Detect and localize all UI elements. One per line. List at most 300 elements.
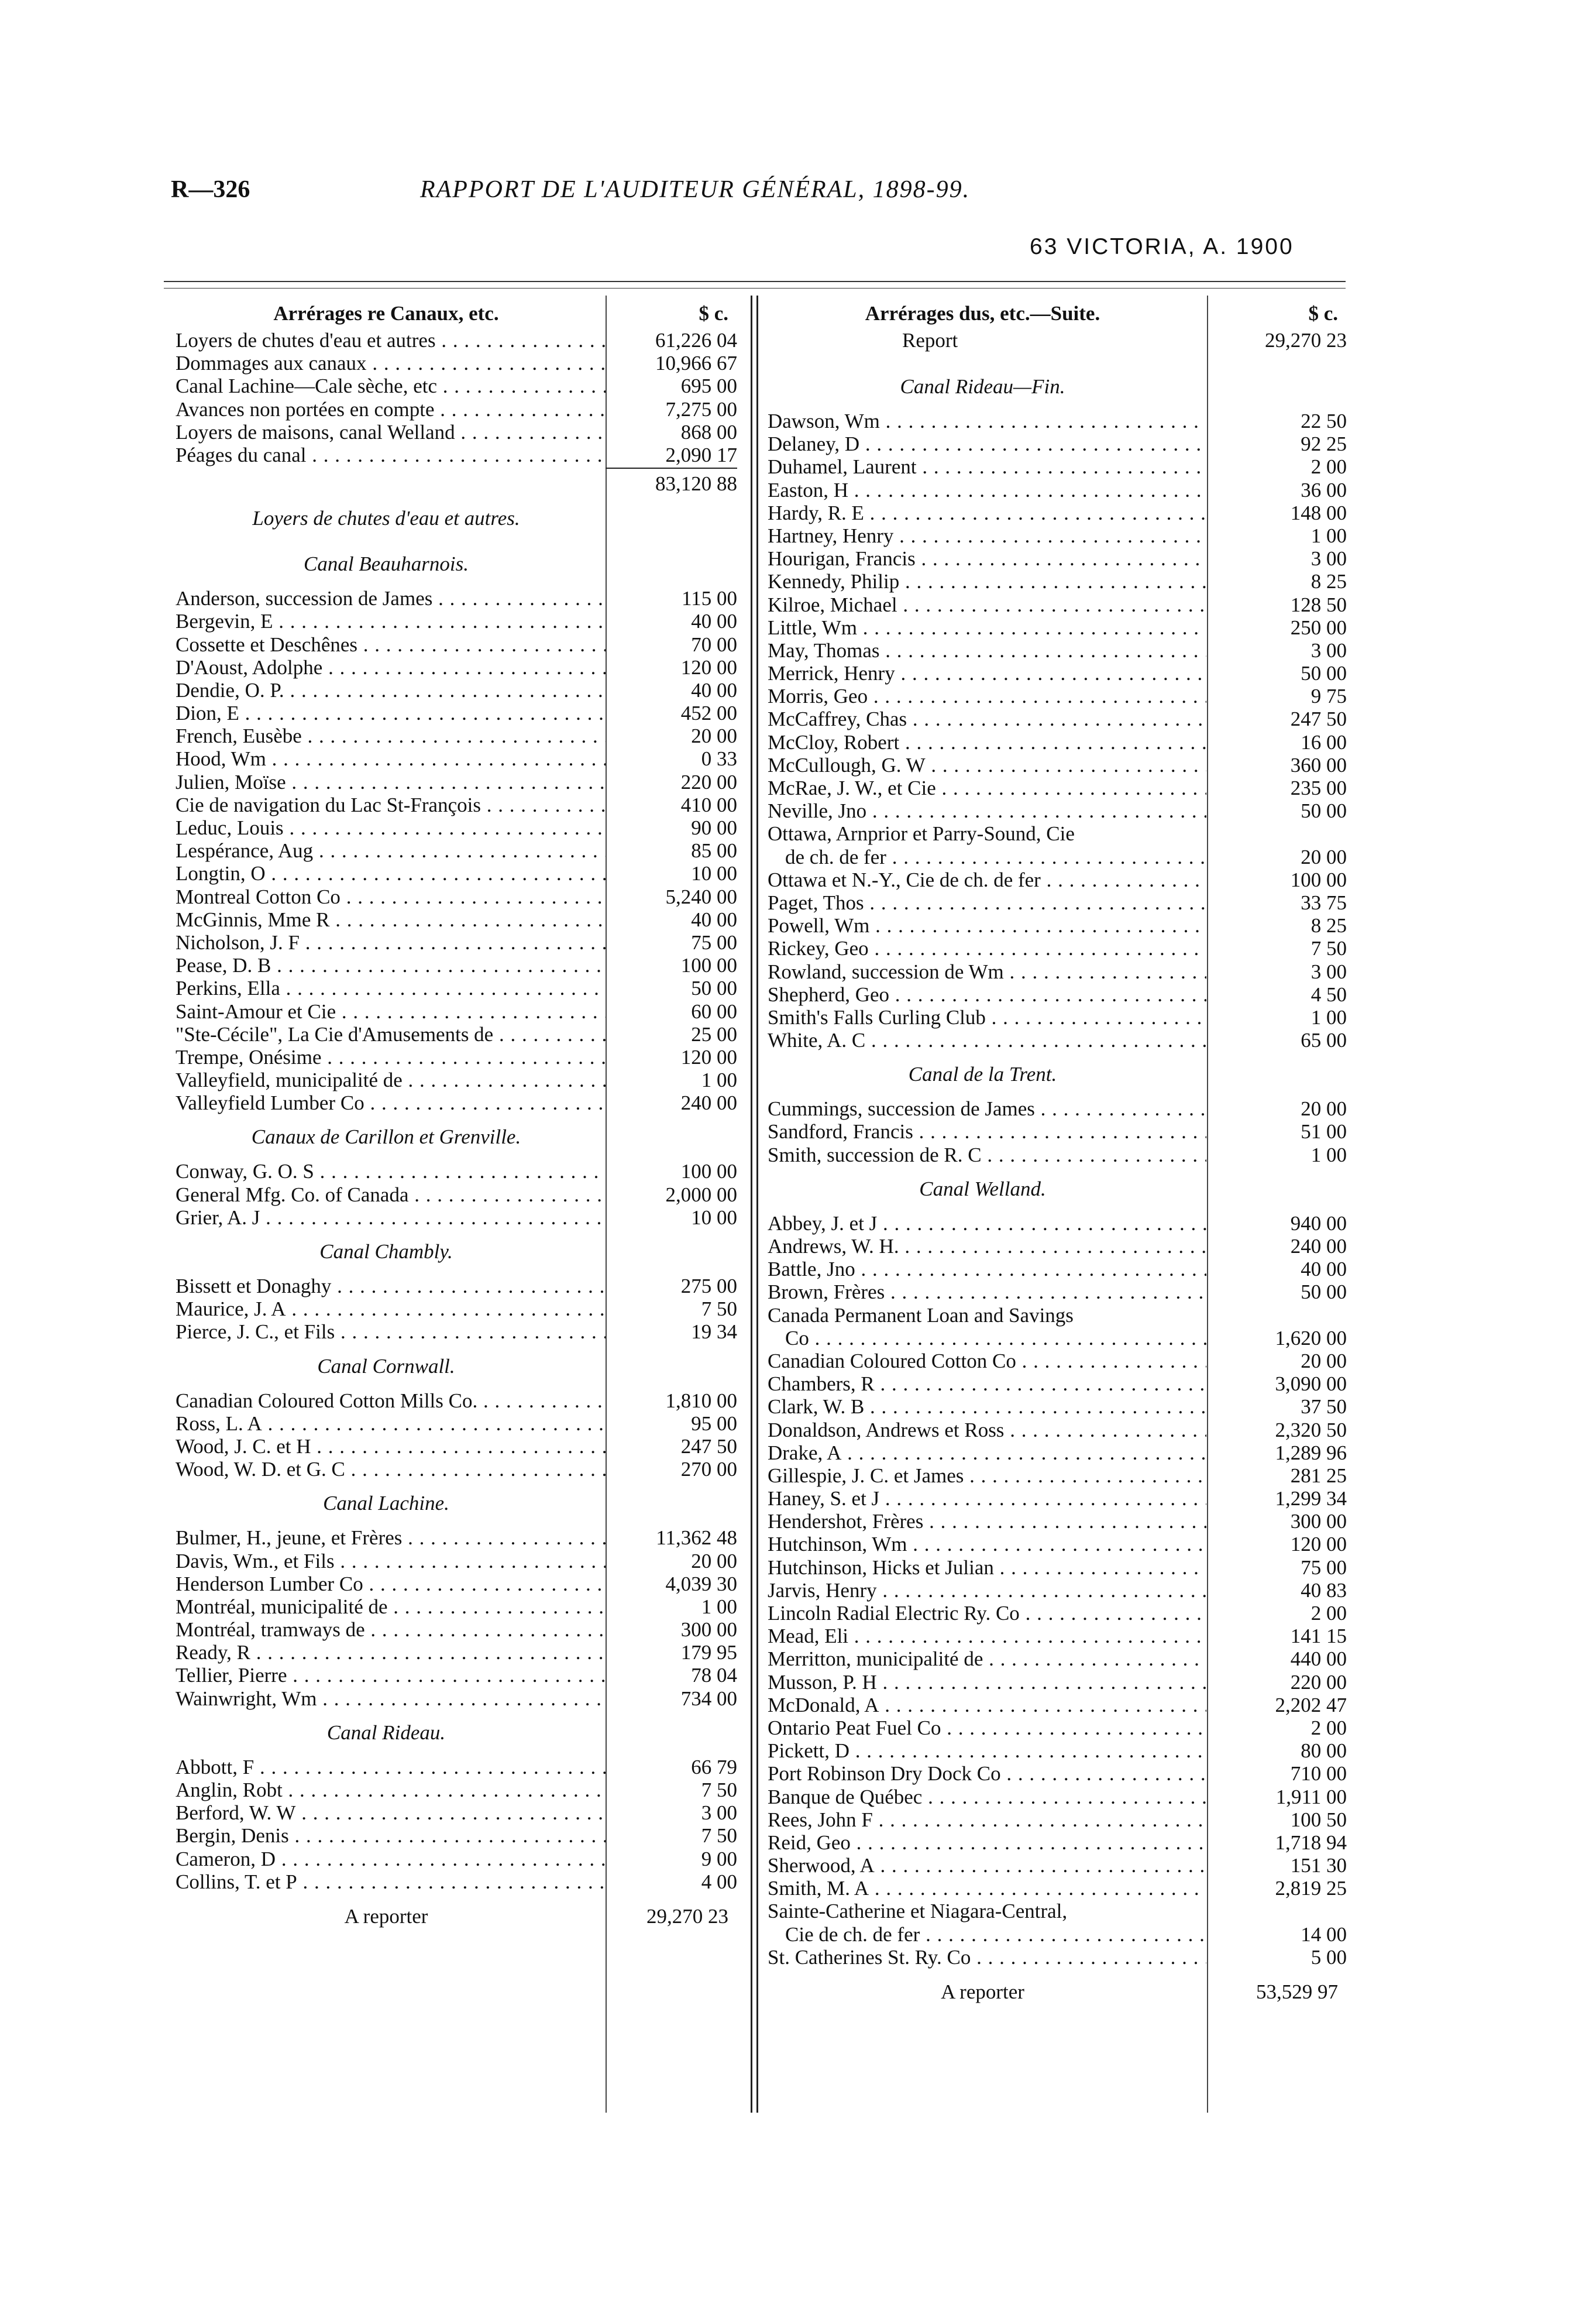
table-row <box>768 1602 1347 1625</box>
table-row <box>768 593 1347 616</box>
payer-name: Hutchinson, Wm . . . <box>768 1533 1206 1556</box>
amount-cell: 275 00 <box>680 1275 737 1297</box>
table-row <box>768 868 1347 891</box>
amount-cell: 300 00 <box>680 1618 737 1642</box>
table-row <box>768 1258 1347 1280</box>
payer-name: Wood, J. C. et H . . . <box>176 1435 606 1458</box>
payer-name: Hardy, R. E . . . <box>768 502 1206 524</box>
amount-cell: 235 00 <box>1290 777 1347 799</box>
payer-name: Merrick, Henry . . . <box>768 662 1206 685</box>
payer-name: Abbey, J. et J . . . <box>768 1212 1206 1235</box>
amount-cell: 440 00 <box>1290 1647 1347 1671</box>
payer-name: Smith, M. A . . . <box>768 1877 1206 1900</box>
amount-cell: 75 00 <box>691 931 737 954</box>
table-row <box>176 656 737 679</box>
payer-name: Loyers de chutes d'eau et autres . . . <box>176 329 606 352</box>
amount-cell: 50 00 <box>691 977 737 1000</box>
table-row <box>768 1900 1347 1922</box>
table-row <box>768 1419 1347 1441</box>
table-row <box>176 679 737 702</box>
payer-name: McCullough, G. W . . . <box>768 754 1206 777</box>
table-row <box>768 1671 1347 1694</box>
amount-cell: 120 00 <box>680 1045 737 1069</box>
amount-cell: 240 00 <box>1290 1235 1347 1258</box>
amount-cell: 695 00 <box>680 375 737 398</box>
payer-name: Trempe, Onésime . . . <box>176 1046 606 1069</box>
table-row <box>176 931 737 954</box>
table-row <box>176 352 737 375</box>
table-row <box>768 1831 1347 1854</box>
amount-cell: 1 00 <box>701 1595 737 1618</box>
table-row <box>768 1533 1347 1556</box>
table-row <box>768 708 1347 730</box>
amount-cell: 115 00 <box>682 587 737 610</box>
table-row <box>176 862 737 885</box>
payer-name: Ottawa, Arnprior et Parry-Sound, Cie <box>768 822 1075 846</box>
table-row <box>176 1297 737 1320</box>
amount-cell: 179 95 <box>680 1641 737 1664</box>
payer-name: General Mfg. Co. of Canada . . . <box>176 1183 606 1206</box>
payer-name: Merritton, municipalité de . . . <box>768 1647 1206 1670</box>
table-row <box>768 410 1347 432</box>
amount-cell: 148 00 <box>1290 501 1347 524</box>
table-row <box>176 1091 737 1114</box>
table-row <box>768 1280 1347 1303</box>
amount-cell: 240 00 <box>680 1091 737 1115</box>
amount-cell: 734 00 <box>680 1687 737 1710</box>
amount-cell: 151 30 <box>1290 1854 1347 1877</box>
payer-name: Saint-Amour et Cie . . . <box>176 1000 606 1023</box>
table-row <box>768 846 1347 868</box>
payer-name: Dendie, O. P. . . . <box>176 679 606 702</box>
table-row <box>768 570 1347 593</box>
amount-cell: 940 00 <box>1290 1211 1347 1235</box>
payer-name: Pease, D. B . . . <box>176 954 606 977</box>
page-number: R—326 <box>171 176 250 203</box>
payer-name: Longtin, O . . . <box>176 862 606 885</box>
amount-cell: 5,240 00 <box>665 885 737 908</box>
payer-name: Chambers, R . . . <box>768 1372 1206 1395</box>
payer-name: Canal Lachine—Cale sèche, etc . . . <box>176 375 606 397</box>
amount-cell: 10,966 67 <box>655 352 737 375</box>
table-row <box>176 1412 737 1435</box>
table-row <box>768 616 1347 639</box>
amount-cell: 85 00 <box>691 839 737 863</box>
table-row <box>176 421 737 444</box>
table-row <box>768 1441 1347 1464</box>
table-row <box>768 937 1347 960</box>
table-row <box>768 1786 1347 1808</box>
payer-name: Jarvis, Henry . . . <box>768 1579 1206 1602</box>
amount-cell: 20 00 <box>1301 1097 1347 1121</box>
payer-name: Valleyfield Lumber Co . . . <box>176 1091 606 1114</box>
payer-name: Dawson, Wm . . . <box>768 410 1206 432</box>
table-row <box>768 524 1347 547</box>
table-row <box>768 799 1347 822</box>
payer-name: Conway, G. O. S . . . <box>176 1160 606 1183</box>
amount-cell: 1 00 <box>1310 1005 1347 1029</box>
payer-name: Hood, Wm . . . <box>176 747 606 770</box>
amount-cell: 4 50 <box>1310 983 1347 1006</box>
table-row <box>176 1320 737 1343</box>
table-row <box>176 794 737 816</box>
table-row <box>768 1350 1347 1372</box>
table-row <box>768 1006 1347 1029</box>
amount-cell: 300 00 <box>1290 1510 1347 1533</box>
table-row <box>176 444 737 466</box>
amount-cell: 100 00 <box>680 1160 737 1183</box>
table-row <box>176 1023 737 1046</box>
payer-name: Berford, W. W . . . <box>176 1801 606 1824</box>
right-carry-label: A reporter <box>941 1980 1024 2004</box>
table-row <box>176 1618 737 1641</box>
amount-cell: 90 00 <box>691 816 737 839</box>
payer-name: Gillespie, J. C. et James . . . <box>768 1464 1206 1487</box>
payer-name: McDonald, A . . . <box>768 1694 1206 1716</box>
payer-name: Bulmer, H., jeune, et Frères . . . <box>176 1526 606 1549</box>
payer-name: Kennedy, Philip . . . <box>768 570 1206 593</box>
amount-cell: 20 00 <box>691 725 737 748</box>
amount-cell: 65 00 <box>1301 1029 1347 1052</box>
table-row <box>768 1487 1347 1510</box>
amount-cell: 1,911 00 <box>1275 1785 1347 1808</box>
payer-name: Canada Permanent Loan and Savings <box>768 1303 1074 1327</box>
table-row <box>768 1510 1347 1533</box>
payer-name: McGinnis, Mme R . . . <box>176 908 606 931</box>
table-row <box>768 731 1347 754</box>
table-row <box>768 1739 1347 1762</box>
payer-name: Andrews, W. H. . . . <box>768 1235 1206 1258</box>
table-row <box>768 891 1347 914</box>
payer-name: Montreal Cotton Co . . . <box>176 885 606 908</box>
table-row <box>176 1206 737 1229</box>
amount-cell: 141 15 <box>1290 1625 1347 1648</box>
payer-name: Grier, A. J . . . <box>176 1206 606 1229</box>
right-sections <box>768 364 1347 1969</box>
payer-name: Mead, Eli . . . <box>768 1625 1206 1647</box>
amount-cell: 40 00 <box>691 678 737 702</box>
payer-name: Julien, Moïse . . . <box>176 771 606 794</box>
amount-cell: 220 00 <box>1290 1670 1347 1694</box>
table-row <box>768 502 1347 524</box>
amount-cell: 247 50 <box>1290 708 1347 731</box>
table-row <box>176 885 737 908</box>
header-rule-2 <box>164 288 1346 289</box>
payer-name: Cameron, D . . . <box>176 1848 606 1870</box>
payer-name: McCaffrey, Chas . . . <box>768 708 1206 730</box>
payer-name: Banque de Québec . . . <box>768 1786 1206 1808</box>
amount-cell: 5 00 <box>1310 1945 1347 1969</box>
payer-name: White, A. C . . . <box>768 1029 1206 1052</box>
payer-name: Ready, R . . . <box>176 1641 606 1664</box>
amount-cell: 270 00 <box>680 1458 737 1481</box>
amount-cell: 7 50 <box>701 1778 737 1801</box>
amount-cell: 2 00 <box>1310 1716 1347 1739</box>
table-row <box>176 702 737 725</box>
table-row <box>768 1212 1347 1235</box>
amount-cell: 22 50 <box>1301 410 1347 432</box>
table-row <box>768 662 1347 685</box>
right-carry-amount: 53,529 97 <box>1256 1980 1338 2004</box>
amount-cell: 3,090 00 <box>1275 1372 1347 1396</box>
table-row <box>176 771 737 794</box>
table-row <box>768 1625 1347 1647</box>
payer-name: Battle, Jno . . . <box>768 1258 1206 1280</box>
amount-cell: 7 50 <box>701 1824 737 1848</box>
amount-cell: 100 50 <box>1290 1808 1347 1831</box>
table-row <box>176 329 737 352</box>
payer-name: Wainwright, Wm . . . <box>176 1687 606 1710</box>
payer-name: Port Robinson Dry Dock Co . . . <box>768 1762 1206 1785</box>
payer-name: May, Thomas . . . <box>768 639 1206 662</box>
amount-cell: 7,275 00 <box>665 397 737 421</box>
payer-name: Tellier, Pierre . . . <box>176 1664 606 1687</box>
right-heading: Arrérages dus, etc.—Suite. <box>865 302 1100 325</box>
payer-name: Leduc, Louis . . . <box>176 816 606 839</box>
amount-cell: 20 00 <box>1301 845 1347 868</box>
payer-name: Wood, W. D. et G. C . . . <box>176 1458 606 1481</box>
amount-cell: 100 00 <box>680 954 737 977</box>
amount-cell: 3 00 <box>701 1801 737 1825</box>
amount-cell: 25 00 <box>691 1022 737 1046</box>
table-row <box>768 1877 1347 1900</box>
payer-name: Bergevin, E . . . <box>176 610 606 633</box>
payer-name: Anderson, succession de James . . . <box>176 587 606 610</box>
amount-cell: 1 00 <box>1310 1143 1347 1166</box>
table-row <box>176 839 737 862</box>
table-row <box>176 1183 737 1206</box>
table-row <box>176 1572 737 1595</box>
section-title: Canal Welland. <box>919 1177 1046 1200</box>
table-row <box>768 1556 1347 1579</box>
payer-name: Paget, Thos . . . <box>768 891 1206 914</box>
amount-cell: 2,000 00 <box>665 1183 737 1206</box>
table-row <box>176 1550 737 1572</box>
amount-cell: 70 00 <box>691 633 737 656</box>
payer-name: D'Aoust, Adolphe . . . <box>176 656 606 679</box>
table-row <box>176 1275 737 1297</box>
amount-cell: 2,320 50 <box>1275 1418 1347 1441</box>
table-row <box>768 1464 1347 1487</box>
payer-name: Little, Wm . . . <box>768 616 1206 639</box>
payer-name: Powell, Wm . . . <box>768 914 1206 937</box>
payer-name: Drake, A . . . <box>768 1441 1206 1464</box>
table-row <box>768 1716 1347 1739</box>
payer-name: Péages du canal . . . <box>176 444 606 466</box>
table-row <box>176 1435 737 1458</box>
payer-name: Bissett et Donaghy . . . <box>176 1275 606 1297</box>
payer-name: Collins, T. et P . . . <box>176 1870 606 1893</box>
section-title: Canal Rideau. <box>326 1721 446 1744</box>
table-row <box>768 1395 1347 1418</box>
amount-cell: 50 00 <box>1301 799 1347 823</box>
payer-name: Rees, John F . . . <box>768 1808 1206 1831</box>
amount-cell: 3 00 <box>1310 960 1347 983</box>
payer-name: Dommages aux canaux . . . <box>176 352 606 375</box>
amount-cell: 281 25 <box>1290 1464 1347 1487</box>
payer-name: Montréal, municipalité de . . . <box>176 1595 606 1618</box>
amount-cell: 8 25 <box>1310 914 1347 938</box>
table-row <box>176 747 737 770</box>
table-row <box>768 1372 1347 1395</box>
table-row <box>176 908 737 931</box>
report-amount: 29,270 23 <box>1265 329 1347 352</box>
amount-cell: 51 00 <box>1301 1120 1347 1144</box>
table-row <box>176 1870 737 1893</box>
amount-cell: 19 34 <box>691 1320 737 1344</box>
amount-cell: 92 25 <box>1301 432 1347 456</box>
payer-name: Anglin, Robt . . . <box>176 1778 606 1801</box>
amount-cell: 4,039 30 <box>665 1572 737 1595</box>
payer-name: Ross, L. A . . . <box>176 1412 606 1435</box>
payer-name: Easton, H . . . <box>768 479 1206 502</box>
payer-name: Abbott, F . . . <box>176 1756 606 1778</box>
amount-cell: 120 00 <box>680 655 737 679</box>
payer-name: Donaldson, Andrews et Ross . . . <box>768 1419 1206 1441</box>
amount-cell: 1,620 00 <box>1275 1326 1347 1350</box>
table-row <box>176 1389 737 1412</box>
amount-cell: 360 00 <box>1290 753 1347 777</box>
amount-cell: 0 33 <box>701 747 737 771</box>
payer-name: Canadian Coloured Cotton Mills Co. . . . <box>176 1389 606 1412</box>
amount-cell: 40 00 <box>691 610 737 633</box>
left-summary <box>176 329 737 466</box>
amount-cell: 33 75 <box>1301 891 1347 914</box>
right-amount-heading: $ c. <box>1308 302 1338 325</box>
amount-cell: 247 50 <box>680 1434 737 1458</box>
payer-name: Rickey, Geo . . . <box>768 937 1206 960</box>
payer-name: Hutchinson, Hicks et Julian . . . <box>768 1556 1206 1579</box>
payer-name: Perkins, Ella . . . <box>176 977 606 1000</box>
table-row <box>176 1000 737 1023</box>
right-column <box>768 298 1347 2010</box>
payer-name: Sandford, Francis . . . <box>768 1120 1206 1143</box>
payer-name: Hourigan, Francis . . . <box>768 547 1206 570</box>
table-row <box>768 479 1347 502</box>
amount-cell: 128 50 <box>1290 593 1347 616</box>
payer-name: Cummings, succession de James . . . <box>768 1097 1206 1120</box>
section-title: Canaux de Carillon et Grenville. <box>251 1125 521 1149</box>
session-label: 63 VICTORIA, A. 1900 <box>1030 234 1294 259</box>
table-row <box>768 1579 1347 1602</box>
amount-cell: 60 00 <box>691 1000 737 1023</box>
table-row <box>176 1756 737 1778</box>
table-row <box>176 633 737 656</box>
table-row <box>176 1069 737 1091</box>
payer-name: Musson, P. H . . . <box>768 1671 1206 1694</box>
table-row <box>176 1458 737 1481</box>
payer-name: Sherwood, A . . . <box>768 1854 1206 1877</box>
table-row <box>176 1801 737 1824</box>
payer-name: Duhamel, Laurent . . . <box>768 455 1206 478</box>
payer-name: Reid, Geo . . . <box>768 1831 1206 1854</box>
table-row <box>768 432 1347 455</box>
table-row <box>768 1304 1347 1327</box>
amount-cell: 95 00 <box>691 1412 737 1435</box>
payer-name: Ontario Peat Fuel Co . . . <box>768 1716 1206 1739</box>
table-row <box>768 777 1347 799</box>
table-row <box>768 1647 1347 1670</box>
section-title: Canal Rideau—Fin. <box>900 375 1065 398</box>
left-amount-heading: $ c. <box>699 302 728 325</box>
amount-cell: 40 00 <box>691 908 737 931</box>
payer-name: Hendershot, Frères . . . <box>768 1510 1206 1533</box>
amount-cell: 61,226 04 <box>655 329 737 352</box>
payer-name: Smith, succession de R. C . . . <box>768 1144 1206 1166</box>
amount-cell: 10 00 <box>691 862 737 885</box>
table-row <box>768 1762 1347 1785</box>
amount-cell: 9 75 <box>1310 685 1347 708</box>
table-row <box>176 1848 737 1870</box>
amount-cell: 3 00 <box>1310 638 1347 662</box>
table-row <box>768 455 1347 478</box>
payer-name: Brown, Frères . . . <box>768 1280 1206 1303</box>
payer-name: Hartney, Henry . . . <box>768 524 1206 547</box>
table-row <box>768 822 1347 845</box>
payer-name: Morris, Geo . . . <box>768 685 1206 708</box>
amount-cell: 868 00 <box>680 420 737 444</box>
table-row <box>176 977 737 1000</box>
table-row <box>176 1641 737 1664</box>
amount-cell: 2,090 17 <box>665 443 737 466</box>
table-row <box>176 375 737 397</box>
amount-cell: 1,718 94 <box>1275 1831 1347 1854</box>
amount-cell: 250 00 <box>1290 616 1347 639</box>
table-row <box>768 685 1347 708</box>
payer-name: McRae, J. W., et Cie . . . <box>768 777 1206 799</box>
payer-name: Montréal, tramways de . . . <box>176 1618 606 1641</box>
amount-cell: 50 00 <box>1301 662 1347 685</box>
table-row <box>768 1120 1347 1143</box>
amount-cell: 7 50 <box>1310 937 1347 960</box>
payer-name: de ch. de fer . . . <box>768 846 1206 868</box>
table-row <box>176 816 737 839</box>
amount-cell: 11,362 48 <box>656 1526 737 1550</box>
left-carry-label: A reporter <box>344 1905 428 1928</box>
amount-cell: 2,202 47 <box>1275 1693 1347 1716</box>
table-row <box>768 1327 1347 1350</box>
left-column <box>176 298 737 1934</box>
payer-name: Davis, Wm., et Fils . . . <box>176 1550 606 1572</box>
payer-name: Smith's Falls Curling Club . . . <box>768 1006 1206 1029</box>
left-subheading: Loyers de chutes d'eau et autres. <box>252 507 520 530</box>
amount-cell: 10 00 <box>691 1206 737 1229</box>
amount-cell: 1,289 96 <box>1275 1441 1347 1464</box>
payer-name: Maurice, J. A . . . <box>176 1297 606 1320</box>
amount-cell: 9 00 <box>701 1847 737 1870</box>
center-rule <box>751 296 752 2113</box>
payer-name: St. Catherines St. Ry. Co . . . <box>768 1946 1206 1969</box>
payer-name: Ottawa et N.-Y., Cie de ch. de fer . . . <box>768 868 1206 891</box>
payer-name: "Ste-Cécile", La Cie d'Amusements de . . . <box>176 1023 606 1046</box>
table-row <box>176 398 737 421</box>
payer-name: Cie de ch. de fer . . . <box>768 1923 1206 1946</box>
page-title: RAPPORT DE L'AUDITEUR GÉNÉRAL, 1898-99. <box>420 176 971 203</box>
table-row <box>768 1235 1347 1258</box>
table-row <box>768 754 1347 777</box>
table-row <box>768 1097 1347 1120</box>
amount-cell: 20 00 <box>691 1549 737 1572</box>
payer-name: Henderson Lumber Co . . . <box>176 1572 606 1595</box>
amount-cell: 16 00 <box>1301 730 1347 754</box>
payer-name: Haney, S. et J . . . <box>768 1487 1206 1510</box>
table-row <box>768 1808 1347 1831</box>
payer-name: Bergin, Denis . . . <box>176 1824 606 1847</box>
payer-name: Rowland, succession de Wm . . . <box>768 960 1206 983</box>
amount-cell: 40 00 <box>1301 1258 1347 1281</box>
amount-cell: 2 00 <box>1310 1602 1347 1625</box>
amount-cell: 36 00 <box>1301 478 1347 502</box>
